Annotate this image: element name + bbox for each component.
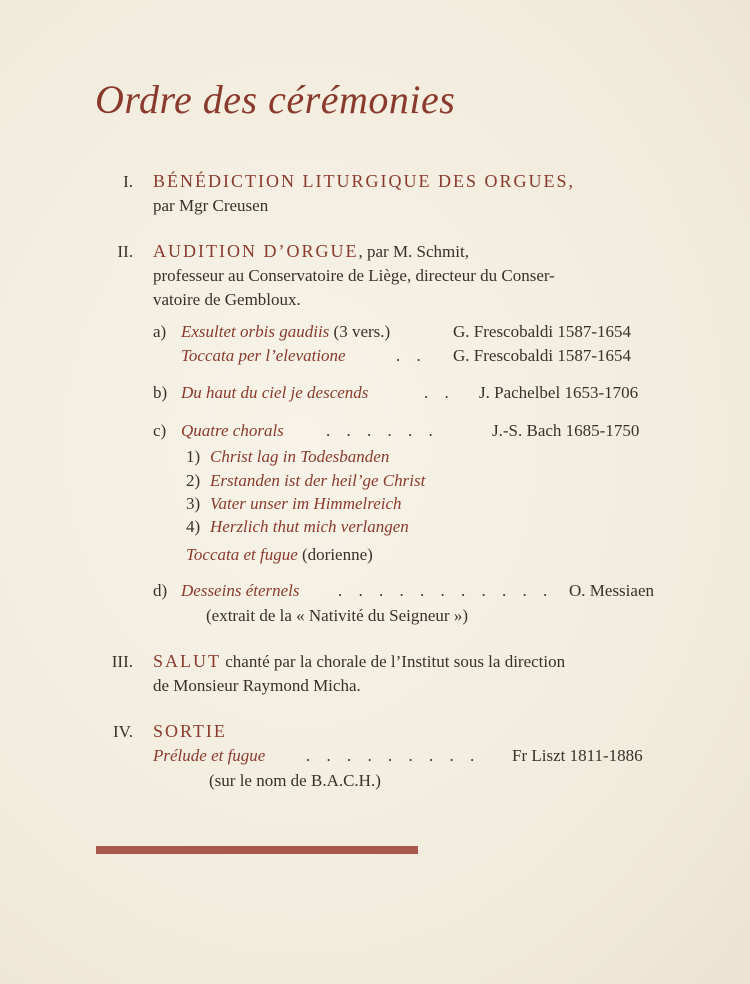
piece-title: Exsultet orbis gaudiis — [181, 322, 330, 341]
piece-note: (extrait de la « Nativité du Seigneur ») — [206, 606, 468, 625]
item-label: c) — [153, 421, 167, 440]
decorative-rule — [96, 846, 418, 854]
section-line: professeur au Conservatoire de Liège, directeur du Conser- — [153, 266, 555, 285]
choral-title: Vater unser im Himmelreich — [210, 494, 402, 513]
section-line: vatoire de Gembloux. — [153, 290, 301, 309]
section-heading: SALUT — [153, 651, 221, 671]
piece-title: Quatre chorals — [181, 421, 284, 440]
item-label: b) — [153, 383, 168, 402]
section-heading: AUDITION D’ORGUE — [153, 241, 359, 261]
composer: J. Pachelbel 1653-1706 — [479, 383, 639, 402]
choral-num: 2) — [186, 471, 201, 490]
choral-num: 3) — [186, 494, 201, 513]
piece-title: Prélude et fugue — [153, 746, 266, 765]
section-numeral: III. — [111, 652, 133, 671]
section-numeral: I. — [123, 172, 133, 191]
leader-dots: . . — [424, 383, 455, 402]
section-heading: SORTIE — [153, 721, 227, 741]
composer: G. Frescobaldi 1587-1654 — [453, 322, 632, 341]
piece-title: Du haut du ciel je descends — [181, 383, 369, 402]
section-heading-line — [153, 651, 565, 672]
piece-row — [186, 545, 373, 565]
section-heading-suffix: chanté par la chorale de l’Institut sous la direction — [225, 652, 566, 671]
section-line: de Monsieur Raymond Micha. — [153, 676, 361, 695]
item-label: d) — [153, 581, 168, 600]
section-numeral: II. — [117, 242, 133, 261]
choral-num: 1) — [186, 447, 201, 466]
composer: O. Messiaen — [569, 581, 654, 600]
piece-title: Desseins éternels — [181, 581, 300, 600]
choral-title: Christ lag in Todesbanden — [210, 447, 390, 466]
choral-num: 4) — [186, 517, 201, 536]
piece-note: (3 vers.) — [333, 322, 391, 341]
choral-title: Herzlich thut mich verlangen — [210, 517, 409, 536]
piece-title: Toccata per l’elevatione — [181, 346, 346, 365]
page-title: Ordre des cérémonies — [95, 77, 456, 122]
piece-note: (sur le nom de B.A.C.H.) — [209, 771, 381, 790]
piece-row — [181, 346, 346, 366]
composer: J.-S. Bach 1685-1750 — [492, 421, 640, 440]
section-line: par Mgr Creusen — [153, 196, 269, 215]
piece-row — [181, 322, 390, 342]
leader-dots: . . — [396, 346, 427, 365]
item-label: a) — [153, 322, 167, 341]
composer: G. Frescobaldi 1587-1654 — [453, 346, 632, 365]
composer: Fr Liszt 1811-1886 — [512, 746, 643, 765]
piece-note: (dorienne) — [302, 545, 373, 564]
choral-title: Erstanden ist der heil’ge Christ — [210, 471, 426, 490]
section-heading-suffix: , par M. Schmit, — [358, 242, 469, 261]
leader-dots: . . . . . . . . . — [306, 746, 481, 765]
section-numeral: IV. — [113, 722, 133, 741]
section-heading: BÉNÉDICTION LITURGIQUE DES ORGUES, — [153, 171, 575, 191]
piece-title: Toccata et fugue — [186, 545, 298, 564]
leader-dots: . . . . . . — [326, 421, 439, 440]
leader-dots: . . . . . . . . . . . — [338, 581, 554, 600]
section-heading-line — [153, 241, 469, 262]
